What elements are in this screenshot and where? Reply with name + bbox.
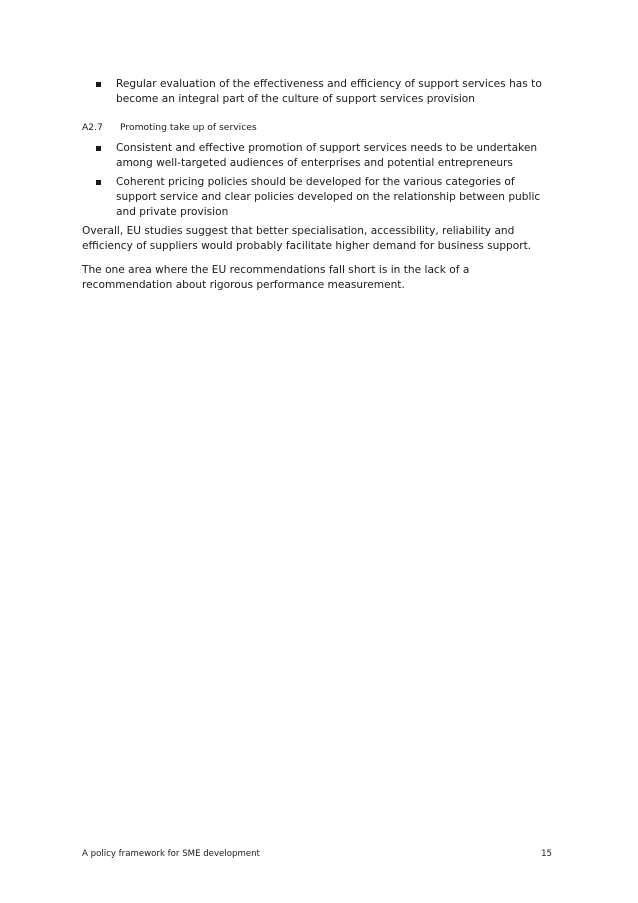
page-footer — [82, 848, 552, 860]
page-number: 15 — [541, 849, 552, 859]
section-number: A2.7 — [82, 122, 103, 133]
section-title: Promoting take up of services — [120, 122, 257, 133]
bullet-text: Regular evaluation of the effectiveness and efficiency of support services has to become an integral part of the culture of support services provision — [116, 78, 542, 105]
bullet-text: Coherent pricing policies should be developed for the various categories of support service and clear policies developed on the relationship between public and private provision — [116, 176, 541, 218]
section-bullet-list — [82, 141, 552, 220]
page-content — [82, 77, 552, 302]
top-bullet-list — [82, 77, 552, 107]
bullet-item — [82, 175, 552, 220]
square-bullet-icon — [96, 82, 101, 87]
footer-title: A policy framework for SME development — [82, 849, 260, 859]
body-paragraph: The one area where the EU recommendations fall short is in the lack of a recommendation about rigorous performance measurement. — [82, 264, 470, 291]
square-bullet-icon — [96, 180, 101, 185]
square-bullet-icon — [96, 146, 101, 151]
body-paragraph: Overall, EU studies suggest that better specialisation, accessibility, reliability and efficiency of suppliers would probably facilitate higher demand for business support. — [82, 225, 532, 252]
section-heading — [82, 121, 552, 134]
bullet-item — [82, 77, 552, 107]
bullet-item — [82, 141, 552, 171]
bullet-text: Consistent and effective promotion of support services needs to be undertaken among well-targeted audiences of enterprises and potential entrepreneurs — [116, 142, 538, 169]
